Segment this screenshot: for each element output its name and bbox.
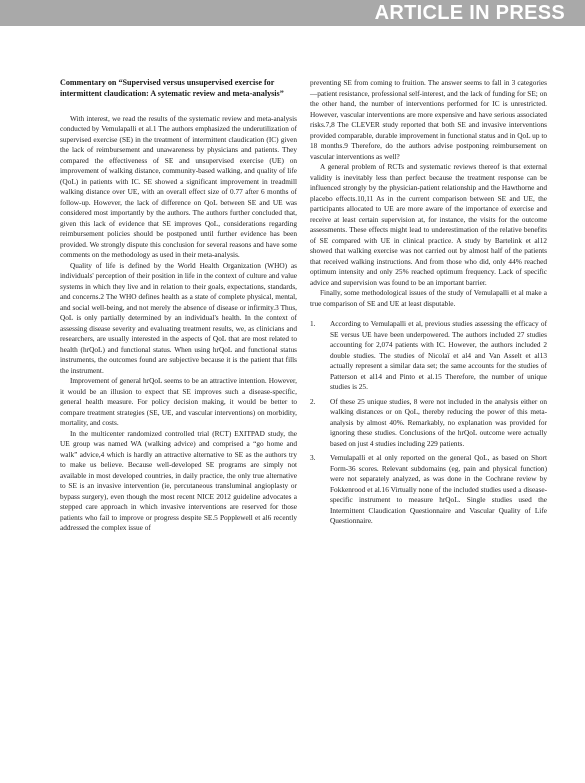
right-column bbox=[310, 78, 547, 531]
list-item-text: Vemulapalli et al only reported on the general QoL, as based on Short Form-36 scores. Relevant subdomains (eg, pain and physical function) were not separately analyzed, as was done in the Cochrane review by Fokkenrood et al.16 Virtually none of the included studies used a disease-specific instrument to measure hrQoL. Single studies used the Intermittent Claudication Questionnaire and Vascular Quality of Life Questionnaire. bbox=[330, 453, 547, 525]
paragraph: With interest, we read the results of the systematic review and meta-analysis conducted by Vemulapalli et al.1 The authors emphasized the underutilization of supervised exercise (SE) in the treatment of intermittent claudication (IC) given the lack of reimbursement and unawareness by physicians and patients. They compared the effectiveness of SE and unsupervised exercise (UE) on improvement of walking distance, community-based walking, and quality of life (QoL) in patients with IC. SE showed a significant improvement in treadmill walking distance over UE, with an overall effect size of 0.77 after 6 months of follow-up. However, the lack of difference on QoL between SE and UE was considered most importantly by the authors. The authors further concluded that, given this lack of evidence that SE improves QoL, considerations regarding reimbursement policies should be postponed until further evidence has been provided. We strongly dispute this conclusion for several reasons and have some comments on the methodology as used in their meta-analysis. bbox=[60, 113, 297, 260]
article-in-press-banner bbox=[0, 0, 585, 26]
list-item bbox=[310, 453, 547, 527]
list-item bbox=[310, 319, 547, 393]
paragraph: Quality of life is defined by the World Health Organization (WHO) as individuals' perception of their position in life in the context of culture and value systems in which they live and in relation to their goals, expectations, standards, and concerns.2 The WHO defines health as a state of complete physical, mental, and social well-being, and not merely the absence of disease or infirmity.3 Thus, QoL is only partially determined by an individual's health. In the context of assessing disease severity and evaluating treatment results, we, as clinicians and researchers, are usually interested in the aspects of QoL that are most related to health (hrQoL) and functional status. When using hrQoL and functional status instruments, the outcomes found are subjective because it is the patient that fills the instrument. bbox=[60, 260, 297, 375]
paragraph: A general problem of RCTs and systematic reviews thereof is that external validity is inevitably less than perfect because the treatment response can be influenced strongly by the physician-patient relationship and the Hawthorne and placebo effects.10,11 As in the current comparison between SE and UE, the participants allocated to UE are more aware of the importance of exercise and receive at least certain supervision at, for instance, the visits for the outcome assessments. These effects might lead to underestimation of the relative benefits of SE compared with UE in clinical practice. A study by Bartelink et al12 showed that walking exercise was not carried out by almost half of the patients that received walking instructions. And from those who did, only 44% reached optimum intensity and only 25% reached optimum frequency. Lack of specific advice and supervision was found to be an important barrier. bbox=[310, 162, 547, 287]
banner-text: ARTICLE IN PRESS bbox=[374, 2, 565, 24]
list-number: 1. bbox=[310, 319, 316, 328]
paragraph: Improvement of general hrQoL seems to be an attractive intention. However, it would be an illusion to expect that SE improves such a disease-specific, general health measure. For policy decision making, it would be better to compare treatment strategies (SE, UE, and vascular interventions) on morbidity, mortality, and costs. bbox=[60, 376, 297, 428]
paragraph: preventing SE from coming to fruition. The answer seems to fall in 3 categories—patient resistance, professional self-interest, and the lack of funding for SE; on the other hand, the number of interventions performed for IC is unrestricted. However, vascular interventions are more expensive and have serious associated risks.7,8 The CLEVER study reported that both SE and invasive interventions provided comparable, durable improvement in functional status and in QoL up to 18 months.9 Therefore, do the authors advise postponing reimbursement on vascular interventions as well? bbox=[310, 78, 547, 161]
paragraph: Finally, some methodological issues of the study of Vemulapalli et al make a true comparison of SE and UE at least disputable. bbox=[310, 288, 547, 308]
list-item-text: According to Vemulapalli et al, previous studies assessing the efficacy of SE versus UE have been underpowered. The authors included 27 studies accounting for 2,074 patients with IC. However, the authors included 2 double studies. The studies of Nicolaï et al4 and Van Asselt et al13 actually represent a similar data set; the same accounts for the studies of Patterson et al14 and Pinto et al.15 Therefore, the number of unique studies is 25. bbox=[330, 319, 547, 391]
article-title: Commentary on “Supervised versus unsupervised exercise for intermittent claudication: A sytematic review and meta-analysis” bbox=[60, 78, 284, 98]
numbered-list bbox=[310, 319, 547, 527]
list-number: 3. bbox=[310, 453, 316, 462]
list-item bbox=[310, 397, 547, 450]
left-column bbox=[60, 78, 297, 534]
list-item-text: Of these 25 unique studies, 8 were not included in the analysis either on walking distances or on QoL, thereby reducing the power of this meta-analysis by almost 40%. Remarkably, no explanation was provided for ignoring these studies. Conclusions of the hrQoL outcome were actually based on just 4 studies including 229 patients. bbox=[330, 396, 547, 448]
paragraph: In the multicenter randomized controlled trial (RCT) EXITPAD study, the UE group was named WA (walking advice) and comprised a “go home and walk” advice,4 which is hardly an attractive alternative to SE as the authors try to make us believe. Because well-developed SE programs are simply not available in most developed countries, in daily practice, the only true alternative to SE is an invasive intervention (ie, percutaneous transluminal angioplasty or bypass surgery), even though the most recent NICE 2012 guideline advocates a stepped care approach in which invasive interventions are reserved for those patients who fail to improve or progress despite SE.5 Popplewell et al6 recently addressed the complex issue of bbox=[60, 428, 297, 533]
list-number: 2. bbox=[310, 396, 316, 406]
